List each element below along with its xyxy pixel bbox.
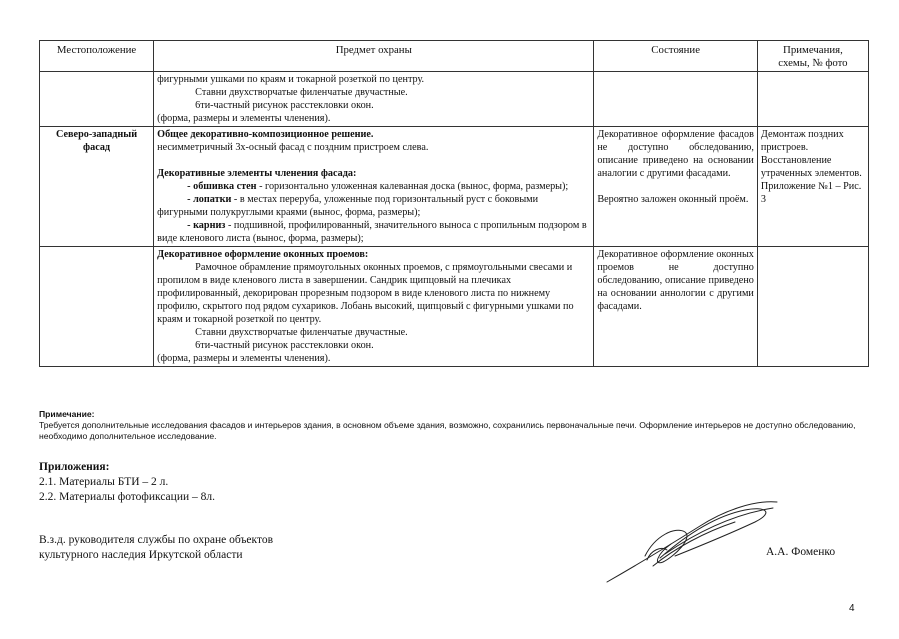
- table-header-row: [40, 41, 869, 72]
- row3-notes: [757, 247, 868, 367]
- windows-text: 6ти-частный рисунок расстекловки окон.: [195, 340, 374, 351]
- state-text: Вероятно заложен оконный проём.: [597, 194, 749, 205]
- windows-text: Ставни двухстворчатые филенчатые двучастные.: [195, 327, 408, 338]
- note-text: Приложение №1 – Рис. 3: [760, 181, 862, 205]
- item-label: - обшивка стен: [187, 181, 257, 192]
- row1-line: (форма, размеры и элементы членения).: [157, 113, 331, 124]
- header-location: Местоположение: [40, 41, 154, 72]
- appendices-heading: Приложения:: [39, 461, 110, 473]
- item-cornice: [157, 219, 590, 245]
- item-wall-cladding: [157, 180, 590, 193]
- row2-state: [594, 127, 758, 247]
- row1-state: [594, 72, 758, 127]
- table-row: [40, 127, 869, 247]
- protection-table: [39, 40, 869, 367]
- location-line2: фасад: [83, 142, 111, 153]
- table-row: [40, 247, 869, 367]
- note-text: Восстановление утраченных элементов.: [760, 155, 862, 179]
- decor-heading: Декоративные элементы членения фасада:: [157, 168, 357, 179]
- appendix-item: 2.1. Материалы БТИ – 2 л.: [39, 476, 169, 488]
- signature-image: [605, 496, 785, 588]
- note-block: [39, 409, 869, 442]
- row1-line: Ставни двухстворчатые филенчатые двучастные.: [195, 87, 408, 98]
- state-text: Декоративное оформление фасадов не доступно обследованию, описание приведено на основании аналогии с другими фасадами.: [597, 129, 754, 179]
- note-text: Требуется дополнительные исследования фасадов и интерьеров здания, в основном объеме здания, возможно, сохранились первоначальные печи. Оформление интерьеров не доступно обследованию, необходимо дополнительное исследование.: [39, 420, 856, 441]
- page-number: 4: [849, 603, 855, 614]
- header-state: Состояние: [594, 41, 758, 72]
- note-text: Демонтаж поздних пристроев.: [760, 129, 844, 153]
- item-text: - горизонтально уложенная калеванная доска (вынос, форма, размеры);: [256, 181, 569, 192]
- windows-text: Рамочное обрамление прямоугольных оконных проемов, с прямоугольными свесами и пропилом в виде кленового листа в завершении. Сандрик щипцовый на плечиках профилированный, декорирован прорезным подзором в виде кленового листа по нижнему профилю, скрытого под рядом сухариков. Лобань высокий, щипцовый с фигурными ушками по краям и токарной розеткой по центру.: [157, 262, 574, 325]
- row1-notes: [757, 72, 868, 127]
- row1-subject: [154, 72, 594, 127]
- signer-line: культурного наследия Иркутской области: [39, 549, 243, 561]
- row2-subject: [154, 127, 594, 247]
- row1-location: [40, 72, 154, 127]
- composition-heading: Общее декоративно-композиционное решение.: [157, 129, 374, 140]
- table-row: [40, 72, 869, 127]
- header-subject: Предмет охраны: [154, 41, 594, 72]
- header-notes-line2: схемы, № фото: [778, 57, 848, 69]
- item-label: - карниз: [187, 220, 226, 231]
- row2-notes: [757, 127, 868, 247]
- row3-state: [594, 247, 758, 367]
- item-pilasters: [157, 193, 590, 219]
- windows-heading: Декоративное оформление оконных проемов:: [157, 249, 369, 260]
- header-notes: [757, 41, 868, 72]
- item-text: - подшивной, профилированный, значительного выноса с пропильным подзором в виде кленового листа (вынос, форма, размеры);: [157, 220, 587, 244]
- row3-subject: [154, 247, 594, 367]
- location-line1: Северо-западный: [56, 129, 138, 140]
- windows-text: (форма, размеры и элементы членения).: [157, 353, 331, 364]
- item-text: - в местах переруба, уложенные под горизонтальный руст с боковыми фигурными полукруглыми краями (вынос, форма, размеры);: [157, 194, 539, 218]
- row2-location: [40, 127, 154, 247]
- appendices: [39, 460, 215, 505]
- signer-line: В.з.д. руководителя службы по охране объектов: [39, 534, 273, 546]
- appendix-item: 2.2. Материалы фотофиксации – 8л.: [39, 491, 215, 503]
- row1-line: 6ти-частный рисунок расстекловки окон.: [195, 100, 374, 111]
- signer-name: А.А. Фоменко: [766, 546, 836, 558]
- row1-line: фигурными ушками по краям и токарной розеткой по центру.: [157, 74, 425, 85]
- state-text: Декоративное оформление оконных проемов не доступно обследованию, описание приведено на основании аннологии с другими фасадами.: [597, 249, 754, 312]
- header-notes-line1: Примечания,: [783, 44, 843, 56]
- item-label: - лопатки: [187, 194, 232, 205]
- signer-title: [39, 533, 273, 563]
- row3-location: [40, 247, 154, 367]
- composition-text: несимметричный 3х-осный фасад с поздним пристроем слева.: [157, 142, 429, 153]
- note-heading: Примечание:: [39, 409, 95, 419]
